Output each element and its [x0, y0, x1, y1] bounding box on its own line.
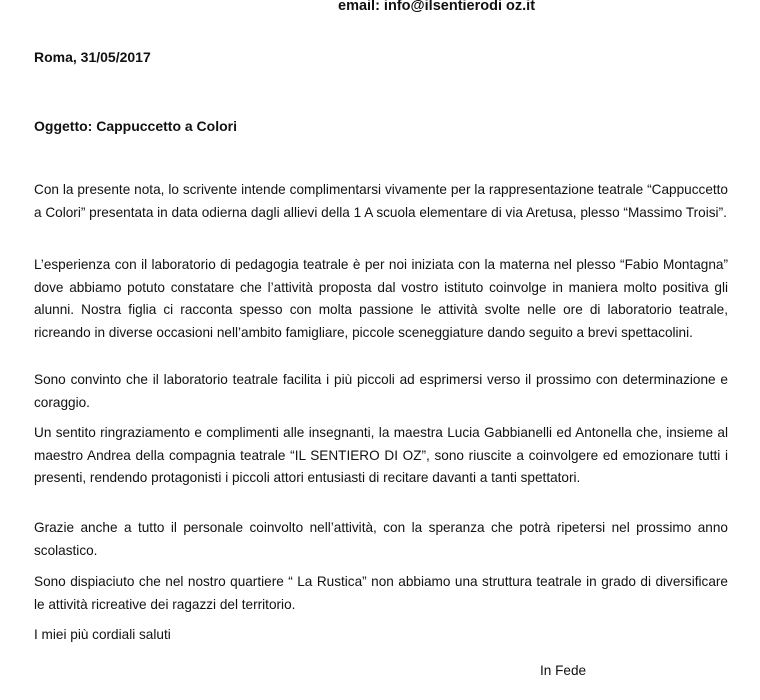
letter-paragraph: L’esperienza con il laboratorio di pedagogia teatrale è per noi iniziata con la materna nel plesso “Fabio Montagna” dove abbiamo potuto constatare che l’attività proposta dal vostro istituto coinvolge in maniera molto positiva gli alunni. Nostra figlia ci racconta spesso con molta passione le attività svolte nelle ore di laboratorio teatrale, ricreando in diverse occasioni nell’ambito famigliare, piccole sceneggiature dando seguito a brevi spettacolini.: [34, 257, 728, 340]
letter-paragraph: Sono convinto che il laboratorio teatrale facilita i più piccoli ad esprimersi verso il prossimo con determinazione e coraggio.: [34, 372, 728, 410]
letter-signature: In Fede: [540, 663, 587, 678]
letter-date: Roma, 31/05/2017: [34, 49, 151, 65]
contact-email: email: info@ilsentierodi oz.it: [338, 0, 536, 14]
letter-subject: Oggetto: Cappuccetto a Colori: [34, 118, 237, 134]
letter-paragraph: Grazie anche a tutto il personale coinvolto nell’attività, con la speranza che potrà ripetersi nel prossimo anno scolastico.: [34, 520, 728, 558]
letter-paragraph: Un sentito ringraziamento e complimenti alle insegnanti, la maestra Lucia Gabbianelli ed Antonella che, insieme al maestro Andrea della compagnia teatrale “IL SENTIERO DI OZ”, sono riuscite a coinvolgere ed emozionare tutti i presenti, rendendo protagonisti i piccoli attori entusiasti di recitare davanti a tanti spettatori.: [34, 425, 728, 485]
letter-paragraph: Sono dispiaciuto che nel nostro quartiere “ La Rustica” non abbiamo una struttura teatrale in grado di diversificare le attività ricreative dei ragazzi del territorio.: [34, 574, 728, 612]
letter-paragraph: Con la presente nota, lo scrivente intende complimentarsi vivamente per la rappresentazione teatrale “Cappuccetto a Colori” presentata in data odierna dagli allievi della 1 A scuola elementare di via Aretusa, plesso “Massimo Troisi”.: [34, 182, 728, 220]
letter-closing: I miei più cordiali saluti: [34, 627, 171, 642]
